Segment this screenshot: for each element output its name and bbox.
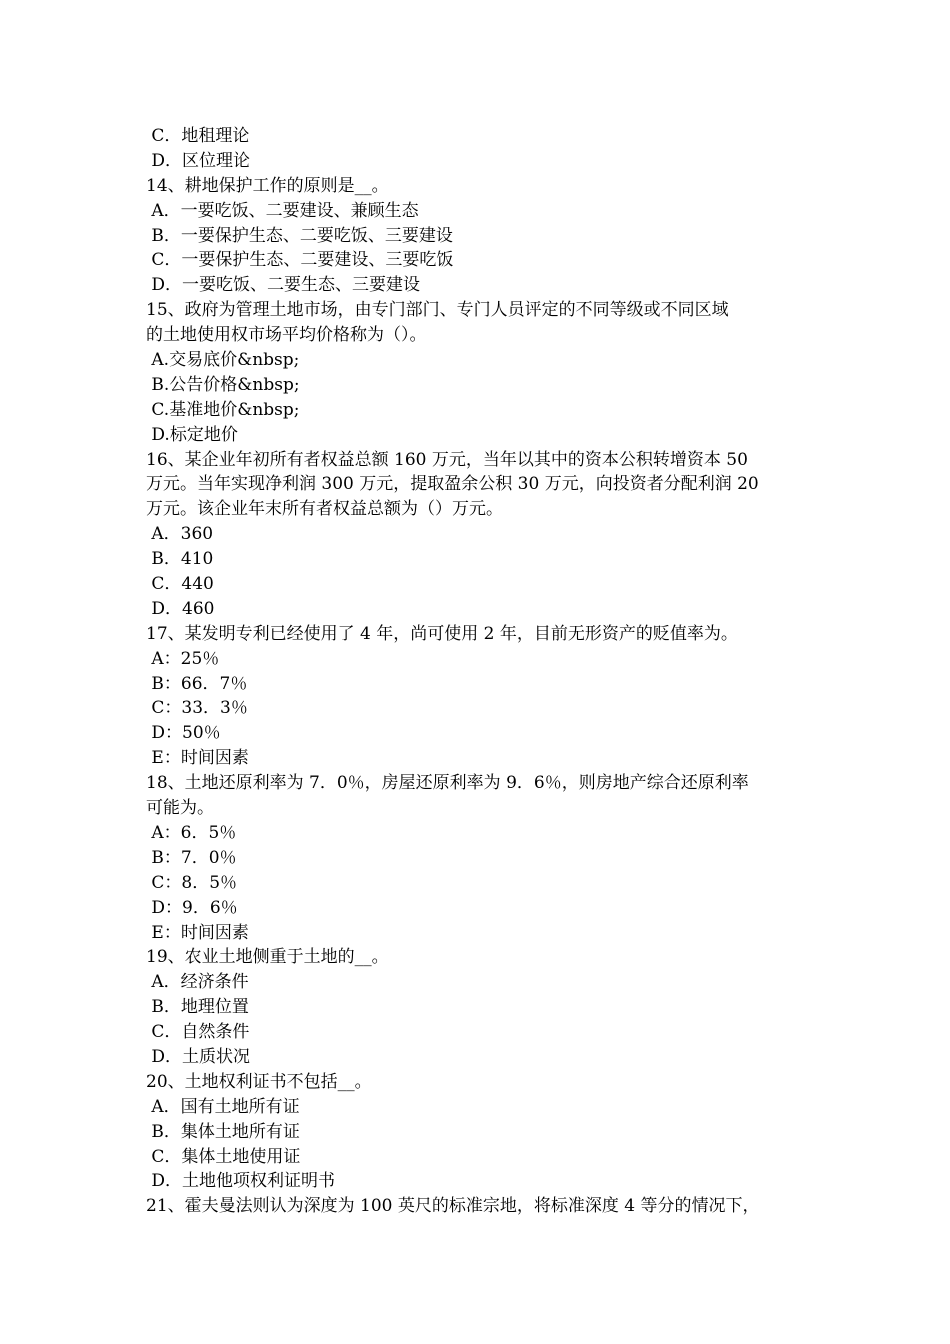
- text-line: B.公告价格&nbsp;: [146, 374, 300, 395]
- text-line: C．一要保护生态、二要建设、三要吃饭: [146, 250, 454, 271]
- text-line: C．地租理论: [146, 126, 250, 146]
- text-line: B．地理位置: [146, 997, 249, 1018]
- text-line: D．460: [146, 598, 215, 619]
- text-line: A：25％: [146, 648, 220, 669]
- text-line: A．国有土地所有证: [146, 1096, 300, 1117]
- document-page: [146, 124, 826, 1219]
- text-line: D．土地他项权利证明书: [146, 1171, 336, 1192]
- text-line: B：7．0％: [146, 847, 237, 868]
- text-line: E：时间因素: [146, 922, 249, 943]
- text-line: C：33．3％: [146, 698, 248, 719]
- text-line: D.标定地价: [146, 424, 238, 445]
- text-line: A．经济条件: [146, 972, 249, 993]
- text-line: 万元。该企业年末所有者权益总额为（）万元。: [146, 499, 503, 520]
- text-line: 15、政府为管理土地市场，由专门部门、专门人员评定的不同等级或不同区域: [146, 300, 729, 321]
- text-line: D：50％: [146, 723, 221, 744]
- text-line: B：66．7％: [146, 673, 248, 694]
- text-line: A.交易底价&nbsp;: [146, 350, 300, 371]
- text-line: C．440: [146, 574, 214, 595]
- text-line: A．360: [146, 524, 214, 545]
- text-line: D．一要吃饭、二要生态、三要建设: [146, 275, 421, 296]
- text-line: 14、耕地保护工作的原则是__。: [146, 175, 389, 196]
- text-line: A．一要吃饭、二要建设、兼顾生态: [146, 200, 419, 221]
- text-line: 万元。当年实现净利润 300 万元，提取盈余公积 30 万元，向投资者分配利润 20: [146, 474, 759, 495]
- text-line: C．自然条件: [146, 1022, 250, 1043]
- text-line: 的土地使用权市场平均价格称为（）。: [146, 325, 427, 346]
- text-line: D：9．6％: [146, 897, 238, 918]
- text-line: A：6．5％: [146, 822, 237, 843]
- text-line: B．集体土地所有证: [146, 1121, 300, 1142]
- text-line: 18、土地还原利率为 7．0％，房屋还原利率为 9．6％，则房地产综合还原利率: [146, 773, 749, 794]
- text-line: 16、某企业年初所有者权益总额 160 万元，当年以其中的资本公积转增资本 50: [146, 449, 748, 470]
- text-line: 19、农业土地侧重于土地的__。: [146, 947, 389, 968]
- text-line: C：8．5％: [146, 872, 238, 893]
- text-line: D．土质状况: [146, 1046, 251, 1067]
- text-line: B．410: [146, 549, 214, 570]
- text-line: D．区位理论: [146, 150, 251, 171]
- text-line: 17、某发明专利已经使用了 4 年，尚可使用 2 年，目前无形资产的贬值率为。: [146, 623, 738, 644]
- text-line: C．集体土地使用证: [146, 1146, 301, 1167]
- text-line: 可能为。: [146, 798, 214, 819]
- text-line: E：时间因素: [146, 748, 249, 769]
- text-line: 21、霍夫曼法则认为深度为 100 英尺的标准宗地，将标准深度 4 等分的情况下，: [146, 1196, 760, 1217]
- text-line: B．一要保护生态、二要吃饭、三要建设: [146, 225, 453, 246]
- text-line: 20、土地权利证书不包括__。: [146, 1071, 372, 1092]
- text-line: C.基准地价&nbsp;: [146, 399, 300, 420]
